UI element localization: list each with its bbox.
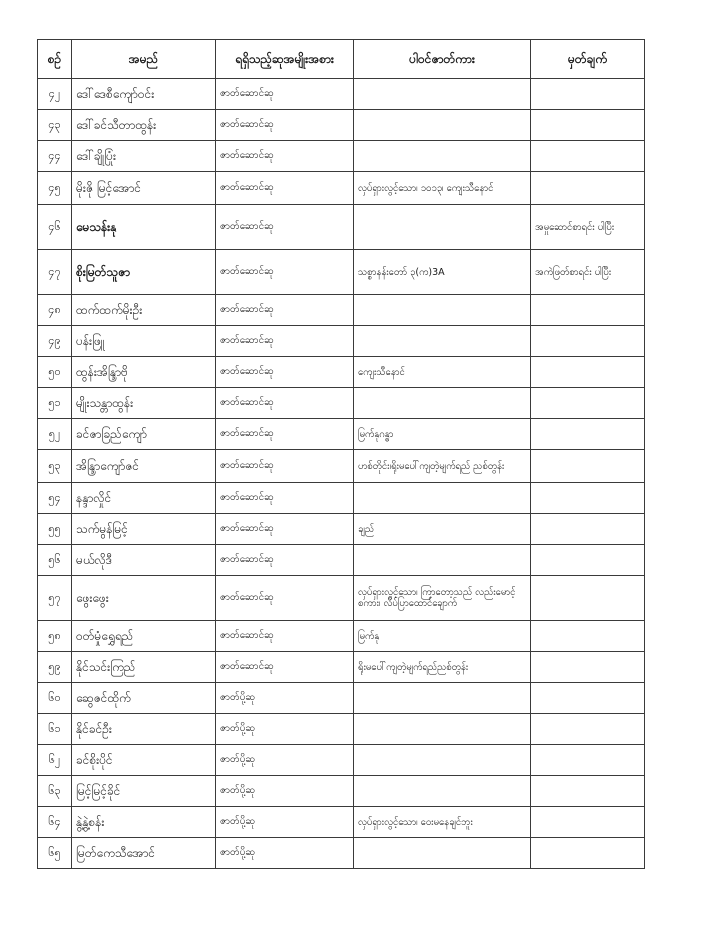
- row-number-cell: ၄၇: [38, 250, 72, 295]
- table-row: [38, 514, 645, 545]
- remark-cell: [531, 807, 645, 838]
- film-cell: [354, 714, 531, 745]
- remark-cell: [531, 295, 645, 326]
- name-cell: ခင်ဇာခြည်ကျော်: [72, 419, 216, 450]
- award-type-cell: ဇာတ်ဆောင်ဆု: [216, 450, 354, 483]
- table-row: [38, 295, 645, 326]
- award-type-cell: ဇာတ်ဆောင်ဆု: [216, 545, 354, 576]
- table-row: [38, 745, 645, 776]
- film-cell: [354, 326, 531, 357]
- remark-cell: [531, 483, 645, 514]
- table-row: [38, 326, 645, 357]
- remark-cell: အမှုဆောင်စာရင်း ပါပြီး: [531, 205, 645, 250]
- film-cell: [354, 205, 531, 250]
- film-cell: [354, 141, 531, 172]
- header-name: အမည်: [72, 40, 216, 79]
- row-number-cell: ၄၈: [38, 295, 72, 326]
- film-cell: [354, 683, 531, 714]
- award-type-cell: ဇာတ်ပို့ဆု: [216, 745, 354, 776]
- award-type-cell: ဇာတ်ဆောင်ဆု: [216, 141, 354, 172]
- film-cell: မြက်နုဂန္ဓာ: [354, 419, 531, 450]
- remark-cell: [531, 714, 645, 745]
- award-type-cell: ဇာတ်ပို့ဆု: [216, 714, 354, 745]
- table-row: [38, 250, 645, 295]
- award-table: [37, 39, 645, 869]
- award-type-cell: ဇာတ်ဆောင်ဆု: [216, 205, 354, 250]
- remark-cell: [531, 652, 645, 683]
- film-cell: လှပ်ရှားလွင့်သော၊ ဝေးမနေချင်ဘူး: [354, 807, 531, 838]
- name-cell: ဆွေဇင်ထိုက်: [72, 683, 216, 714]
- table-row: [38, 483, 645, 514]
- remark-cell: [531, 388, 645, 419]
- header-no: စဉ်: [38, 40, 72, 79]
- row-number-cell: ၅၄: [38, 483, 72, 514]
- award-type-cell: ဇာတ်ပို့ဆု: [216, 838, 354, 869]
- name-cell: ထွန်းအိန္ဒြာဗို: [72, 357, 216, 388]
- film-cell: [354, 295, 531, 326]
- row-number-cell: ၅၉: [38, 652, 72, 683]
- award-type-cell: ဇာတ်ပို့ဆု: [216, 776, 354, 807]
- name-cell: နိုင်ခင်ဦး: [72, 714, 216, 745]
- name-cell: မိုးဇို မြင့်အောင်: [72, 172, 216, 205]
- row-number-cell: ၆၄: [38, 807, 72, 838]
- header-remark: မှတ်ချက်: [531, 40, 645, 79]
- award-type-cell: ဇာတ်ဆောင်ဆု: [216, 483, 354, 514]
- row-number-cell: ၆၁: [38, 714, 72, 745]
- award-type-cell: ဇာတ်ဆောင်ဆု: [216, 172, 354, 205]
- name-cell: နိုင်သင်းကြည်: [72, 652, 216, 683]
- table-row: [38, 172, 645, 205]
- award-type-cell: ဇာတ်ဆောင်ဆု: [216, 576, 354, 621]
- name-cell: စိုးမြတ်သူဇာ: [72, 250, 216, 295]
- row-number-cell: ၄၉: [38, 326, 72, 357]
- award-type-cell: ဇာတ်ဆောင်ဆု: [216, 419, 354, 450]
- table-row: [38, 205, 645, 250]
- table-body: [38, 79, 645, 869]
- film-cell: လှပ်ရှားလွင့်သော၊ ကြာတော့သည် လည်းမောင့်စကား၊ လိပ်ပြာထောင်ချောက်: [354, 576, 531, 621]
- film-cell: [354, 745, 531, 776]
- row-number-cell: ၆၂: [38, 745, 72, 776]
- table-row: [38, 450, 645, 483]
- table-row: [38, 110, 645, 141]
- table-row: [38, 683, 645, 714]
- name-cell: မေသန်းနု: [72, 205, 216, 250]
- remark-cell: [531, 357, 645, 388]
- name-cell: နန္ဒာလှိုင်: [72, 483, 216, 514]
- remark-cell: [531, 450, 645, 483]
- award-type-cell: ဇာတ်ဆောင်ဆု: [216, 652, 354, 683]
- remark-cell: [531, 79, 645, 110]
- film-cell: [354, 483, 531, 514]
- name-cell: ဒေါ်ခင်သီတာထွန်း: [72, 110, 216, 141]
- remark-cell: [531, 110, 645, 141]
- remark-cell: [531, 576, 645, 621]
- remark-cell: [531, 141, 645, 172]
- remark-cell: အကဲဖြတ်စာရင်း ပါပြီး: [531, 250, 645, 295]
- award-type-cell: ဇာတ်ပို့ဆု: [216, 807, 354, 838]
- name-cell: ခင်စိုးပိုင်: [72, 745, 216, 776]
- name-cell: ပန်းဖြူ: [72, 326, 216, 357]
- film-cell: [354, 776, 531, 807]
- table-row: [38, 419, 645, 450]
- name-cell: ဒေါ်ချိုပြုံး: [72, 141, 216, 172]
- table-row: [38, 141, 645, 172]
- row-number-cell: ၅၁: [38, 388, 72, 419]
- table-row: [38, 357, 645, 388]
- film-cell: [354, 110, 531, 141]
- header-award-type: ရရှိသည့်ဆုအမျိုးအစား: [216, 40, 354, 79]
- row-number-cell: ၅၆: [38, 545, 72, 576]
- remark-cell: [531, 683, 645, 714]
- row-number-cell: ၄၄: [38, 141, 72, 172]
- row-number-cell: ၄၅: [38, 172, 72, 205]
- table-row: [38, 621, 645, 652]
- award-type-cell: ဇာတ်ဆောင်ဆု: [216, 79, 354, 110]
- name-cell: ဒေါ်ဒေစီကျော်ဝင်း: [72, 79, 216, 110]
- row-number-cell: ၆၅: [38, 838, 72, 869]
- header-film: ပါဝင်ဇာတ်ကား: [354, 40, 531, 79]
- name-cell: ထက်ထက်မိုးဦး: [72, 295, 216, 326]
- row-number-cell: ၅၂: [38, 419, 72, 450]
- row-number-cell: ၅၈: [38, 621, 72, 652]
- header-row: [38, 40, 645, 79]
- row-number-cell: ၆၀: [38, 683, 72, 714]
- row-number-cell: ၅၃: [38, 450, 72, 483]
- row-number-cell: ၅၇: [38, 576, 72, 621]
- award-type-cell: ဇာတ်ဆောင်ဆု: [216, 110, 354, 141]
- row-number-cell: ၆၃: [38, 776, 72, 807]
- row-number-cell: ၄၂: [38, 79, 72, 110]
- film-cell: ရိုးမပေါ်ကျတဲ့မျက်ရည်ညစ်တွန်း: [354, 652, 531, 683]
- film-cell: [354, 838, 531, 869]
- name-cell: မြင့်မြင့်ခိုင်: [72, 776, 216, 807]
- remark-cell: [531, 621, 645, 652]
- table-row: [38, 576, 645, 621]
- film-cell: သစ္စာနန်းတော် ၃(က)3A: [354, 250, 531, 295]
- table-row: [38, 838, 645, 869]
- award-type-cell: ဇာတ်ဆောင်ဆု: [216, 326, 354, 357]
- table-row: [38, 652, 645, 683]
- table-row: [38, 388, 645, 419]
- award-type-cell: ဇာတ်ဆောင်ဆု: [216, 295, 354, 326]
- award-type-cell: ဇာတ်ပို့ဆု: [216, 683, 354, 714]
- remark-cell: [531, 326, 645, 357]
- award-type-cell: ဇာတ်ဆောင်ဆု: [216, 514, 354, 545]
- name-cell: မျိုးသန္တာထွန်း: [72, 388, 216, 419]
- row-number-cell: ၅၅: [38, 514, 72, 545]
- remark-cell: [531, 838, 645, 869]
- table-row: [38, 776, 645, 807]
- name-cell: မယ်လိုဒီ: [72, 545, 216, 576]
- film-cell: ချည်: [354, 514, 531, 545]
- film-cell: လှပ်ရှားလွင့်သော၊ ၁၀၁၃၊ ကျေးသီနောင်: [354, 172, 531, 205]
- name-cell: မြတ်ကေသီအောင်: [72, 838, 216, 869]
- film-cell: [354, 79, 531, 110]
- name-cell: အိန္ဒြာကျော်ဇင်: [72, 450, 216, 483]
- remark-cell: [531, 419, 645, 450]
- film-cell: [354, 545, 531, 576]
- row-number-cell: ၅၀: [38, 357, 72, 388]
- award-type-cell: ဇာတ်ဆောင်ဆု: [216, 388, 354, 419]
- remark-cell: [531, 514, 645, 545]
- name-cell: သက်မွန်မြင့်: [72, 514, 216, 545]
- row-number-cell: ၄၆: [38, 205, 72, 250]
- remark-cell: [531, 745, 645, 776]
- name-cell: နွဲ့နွဲ့စန်း: [72, 807, 216, 838]
- remark-cell: [531, 776, 645, 807]
- film-cell: မြက်နု: [354, 621, 531, 652]
- film-cell: ဟစ်တိုင်း၊ရိုးမပေါ်ကျတဲ့မျက်ရည် ညစ်တွန်း: [354, 450, 531, 483]
- award-type-cell: ဇာတ်ဆောင်ဆု: [216, 621, 354, 652]
- table-row: [38, 545, 645, 576]
- remark-cell: [531, 172, 645, 205]
- row-number-cell: ၄၃: [38, 110, 72, 141]
- table-row: [38, 79, 645, 110]
- award-type-cell: ဇာတ်ဆောင်ဆု: [216, 250, 354, 295]
- film-cell: [354, 388, 531, 419]
- film-cell: ကျေးသီနောင်: [354, 357, 531, 388]
- name-cell: ဝတ်မှုံရွှေရည်: [72, 621, 216, 652]
- name-cell: ဖွေးဖွေး: [72, 576, 216, 621]
- award-type-cell: ဇာတ်ဆောင်ဆု: [216, 357, 354, 388]
- table-row: [38, 807, 645, 838]
- table-row: [38, 714, 645, 745]
- remark-cell: [531, 545, 645, 576]
